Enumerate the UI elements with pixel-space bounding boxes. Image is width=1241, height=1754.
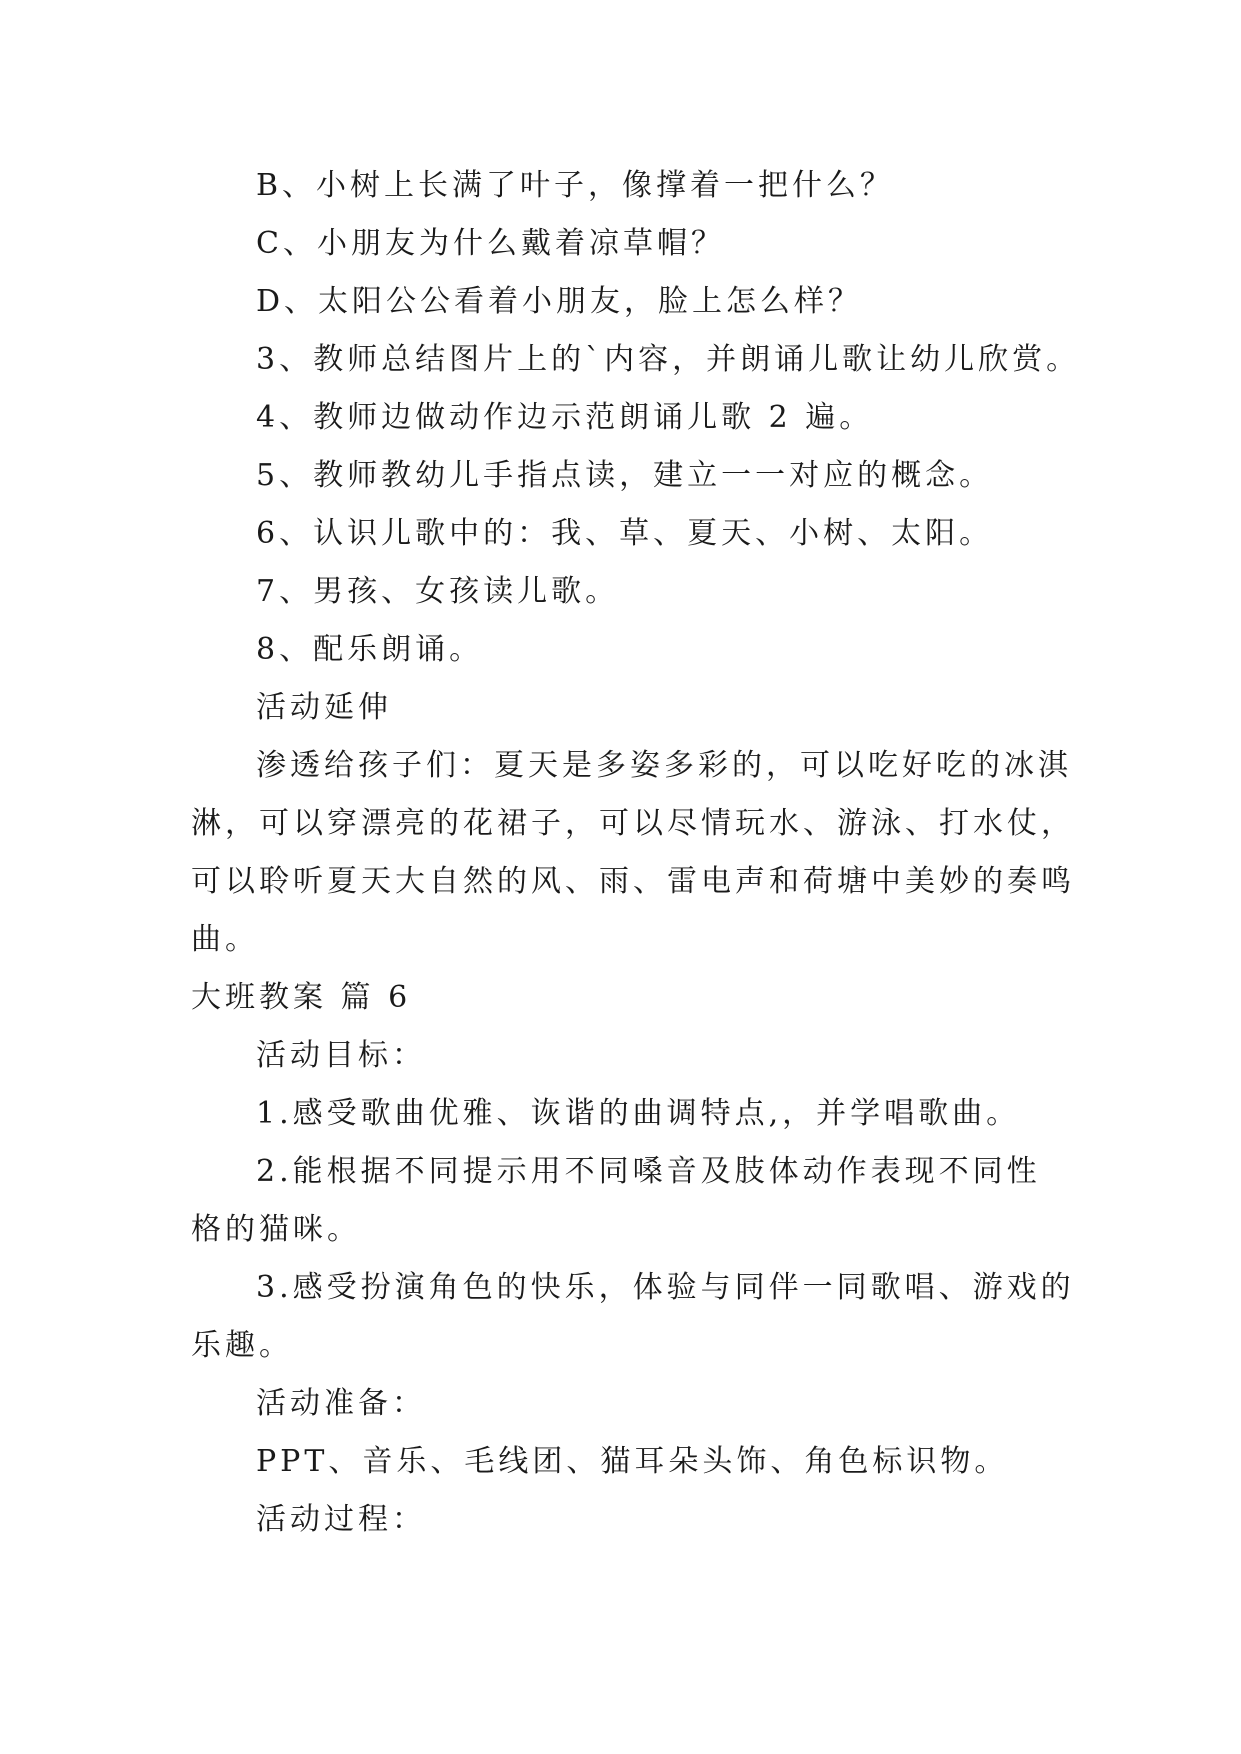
step-7: 7、男孩、女孩读儿歌。 — [256, 574, 620, 609]
step-6: 6、认识儿歌中的：我、草、夏天、小树、太阳。 — [256, 516, 994, 551]
step-5: 5、教师教幼儿手指点读，建立一一对应的概念。 — [256, 458, 994, 493]
step-4: 4、教师边做动作边示范朗诵儿歌 2 遍。 — [256, 400, 874, 435]
paragraph-extension-line-2: 淋，可以穿漂亮的花裙子，可以尽情玩水、游泳、打水仗， — [191, 806, 1075, 841]
step-8: 8、配乐朗诵。 — [256, 632, 484, 667]
step-3: 3、教师总结图片上的`内容，并朗诵儿歌让幼儿欣赏。 — [256, 342, 1081, 377]
lesson-plan-title: 大班教案 篇 6 — [191, 980, 412, 1015]
paragraph-extension-line-4: 曲。 — [191, 922, 259, 957]
paragraph-extension-line-1: 渗透给孩子们：夏天是多姿多彩的，可以吃好吃的冰淇 — [256, 748, 1072, 783]
question-c: C、小朋友为什么戴着凉草帽？ — [256, 226, 725, 261]
question-b: B、小树上长满了叶子，像撑着一把什么？ — [256, 168, 895, 203]
section-heading-goals: 活动目标： — [256, 1038, 426, 1073]
goal-1: 1.感受歌曲优雅、诙谐的曲调特点,，并学唱歌曲。 — [256, 1096, 1021, 1131]
paragraph-extension-line-3: 可以聆听夏天大自然的风、雨、雷电声和荷塘中美妙的奏鸣 — [191, 864, 1075, 899]
goal-3-line-1: 3.感受扮演角色的快乐，体验与同伴一同歌唱、游戏的 — [256, 1270, 1075, 1305]
section-heading-process: 活动过程： — [256, 1502, 426, 1537]
goal-3-line-2: 乐趣。 — [191, 1328, 293, 1363]
goal-2-line-1: 2.能根据不同提示用不同嗓音及肢体动作表现不同性 — [256, 1154, 1041, 1189]
section-heading-preparation: 活动准备： — [256, 1386, 426, 1421]
question-d: D、太阳公公看着小朋友，脸上怎么样？ — [256, 284, 863, 319]
goal-2-line-2: 格的猫咪。 — [191, 1212, 361, 1247]
preparation-items: PPT、音乐、毛线团、猫耳朵头饰、角色标识物。 — [256, 1444, 1009, 1479]
section-heading-extension: 活动延伸 — [256, 690, 392, 725]
